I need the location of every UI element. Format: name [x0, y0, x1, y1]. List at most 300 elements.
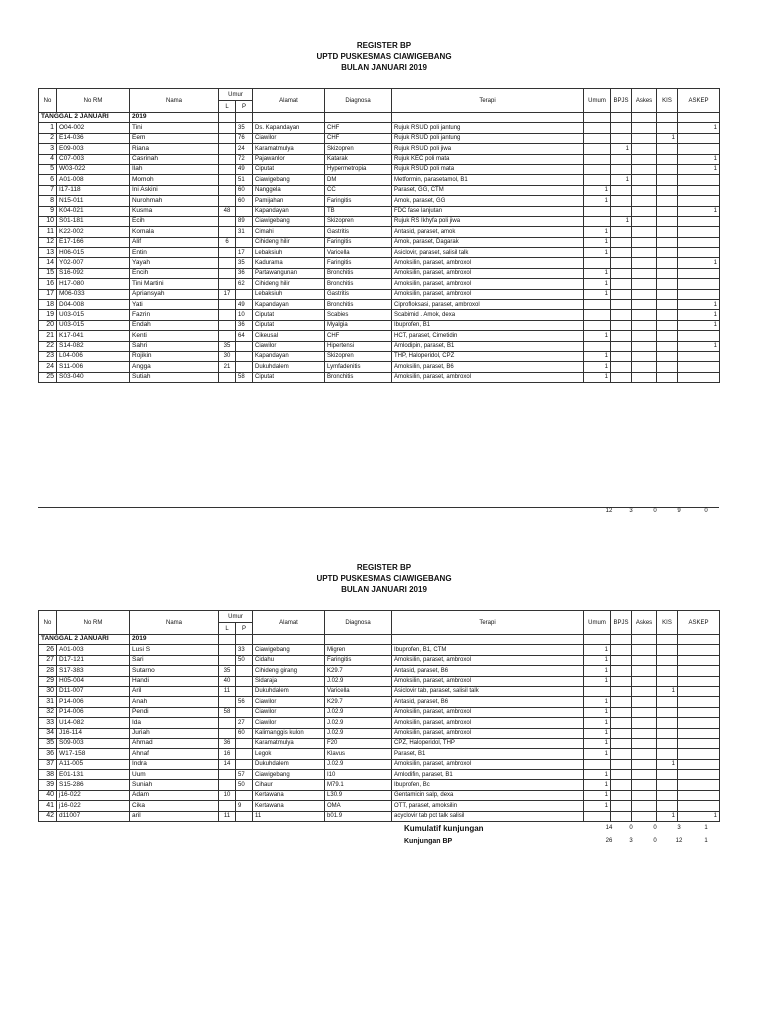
cell-alamat: Ciawilor	[253, 697, 325, 707]
cell-no-rm: S11-006	[57, 362, 130, 372]
cell-umum: 1	[584, 780, 611, 790]
cell-askes	[632, 216, 657, 226]
cell-diagnosa: Klavus	[325, 749, 392, 759]
col-no-rm: No RM	[57, 89, 130, 113]
cell-bpjs	[611, 728, 632, 738]
cell-kis: 1	[657, 686, 678, 696]
cell-bpjs: 1	[611, 216, 632, 226]
cell-no-rm: L04-006	[57, 351, 130, 361]
cell-diagnosa: Faringitis	[325, 196, 392, 206]
cell-umur-l	[219, 164, 236, 174]
cell-no-rm: M06-033	[57, 289, 130, 299]
cell-no-rm: S03-040	[57, 372, 130, 382]
cell-nama: Adam	[130, 790, 219, 800]
cell-no: 35	[39, 738, 57, 748]
cell-umum: 1	[584, 196, 611, 206]
cell-alamat: Kapandayan	[253, 351, 325, 361]
total-askep: 0	[704, 508, 708, 514]
cell-no-rm: K17-041	[57, 331, 130, 341]
kumulatif-umum: 14	[605, 825, 613, 831]
cell-terapi: Rujuk RSUD poli jantung	[392, 123, 584, 133]
cell-diagnosa: Skizopren	[325, 216, 392, 226]
cell-askes	[632, 801, 657, 811]
cell-askep	[678, 676, 720, 686]
cell-alamat: Legok	[253, 749, 325, 759]
cell-terapi: acyclovir tab pct talk salisil	[392, 811, 584, 821]
cell-umum	[584, 686, 611, 696]
cell-kis	[657, 144, 678, 154]
cell-kis	[657, 320, 678, 330]
cell-no: 7	[39, 185, 57, 195]
cell-no: 42	[39, 811, 57, 821]
cell-askep	[678, 718, 720, 728]
cell-no-rm: S14-082	[57, 341, 130, 351]
cell-diagnosa: DM	[325, 175, 392, 185]
table-row	[39, 372, 720, 382]
cell-alamat: Ciputat	[253, 320, 325, 330]
table-row	[39, 320, 720, 330]
cell-umum: 1	[584, 790, 611, 800]
cell-askes	[632, 310, 657, 320]
cell-umur-p: 49	[236, 164, 253, 174]
cell-nama: Anah	[130, 697, 219, 707]
cell-kis	[657, 655, 678, 665]
cell-alamat: Cihideng hilir	[253, 237, 325, 247]
cell-terapi: Rujuk RS Ikhyfa poli jiwa	[392, 216, 584, 226]
cell-bpjs	[611, 310, 632, 320]
total-kis: 9	[677, 508, 681, 514]
cell-askep	[678, 289, 720, 299]
cell-kis	[657, 196, 678, 206]
cell-terapi: Amoksilin, paraset, ambroxol	[392, 258, 584, 268]
col-umur: Umur	[219, 611, 253, 623]
register-table-1	[38, 88, 720, 383]
cell-askep	[678, 216, 720, 226]
cell-diagnosa: J.02.9	[325, 718, 392, 728]
cell-askep: 1	[678, 341, 720, 351]
date-section-row	[39, 113, 720, 123]
cell-umur-l: 58	[219, 707, 236, 717]
cell-alamat: Ciawigebang	[253, 645, 325, 655]
cell-askep	[678, 759, 720, 769]
col-askep: ASKEP	[678, 611, 720, 635]
cell-nama: Aril	[130, 686, 219, 696]
table-row	[39, 227, 720, 237]
cell-bpjs	[611, 686, 632, 696]
cell-diagnosa: L30.9	[325, 790, 392, 800]
cell-no: 18	[39, 300, 57, 310]
cell-kis	[657, 227, 678, 237]
table-row	[39, 258, 720, 268]
cell-no-rm: E17-166	[57, 237, 130, 247]
cell-kis	[657, 268, 678, 278]
cell-nama: Suniah	[130, 780, 219, 790]
cell-terapi: FDC fase lanjutan	[392, 206, 584, 216]
kumulatif-row	[0, 825, 768, 835]
cell-bpjs	[611, 248, 632, 258]
cell-no-rm: W17-158	[57, 749, 130, 759]
cell-no: 11	[39, 227, 57, 237]
table-row	[39, 801, 720, 811]
cell-umur-p: 58	[236, 372, 253, 382]
table-row	[39, 175, 720, 185]
cell-kis	[657, 645, 678, 655]
cell-askep	[678, 738, 720, 748]
cell-alamat: Ciawigebang	[253, 175, 325, 185]
cell-diagnosa: Myalgia	[325, 320, 392, 330]
table-row	[39, 164, 720, 174]
cell-umum	[584, 310, 611, 320]
cell-terapi: Amoksilin, paraset, ambroxol	[392, 279, 584, 289]
cell-nama: Entin	[130, 248, 219, 258]
cell-kis: 1	[657, 133, 678, 143]
cell-askep	[678, 248, 720, 258]
cell-bpjs	[611, 164, 632, 174]
cell-terapi: Ibuprofen, B1	[392, 320, 584, 330]
cell-alamat: Ciawilor	[253, 707, 325, 717]
cell-bpjs	[611, 749, 632, 759]
cell-terapi: Amoksilin, paraset, B6	[392, 362, 584, 372]
cell-alamat: Karamatmulya	[253, 144, 325, 154]
cell-no: 38	[39, 770, 57, 780]
cell-no-rm: P14-006	[57, 707, 130, 717]
cell-umur-l	[219, 185, 236, 195]
cell-no-rm: K22-002	[57, 227, 130, 237]
cell-terapi: Amoksilin, paraset, ambroxol	[392, 759, 584, 769]
cell-umur-l: 6	[219, 237, 236, 247]
cell-bpjs: 1	[611, 175, 632, 185]
cell-umur-l	[219, 372, 236, 382]
cell-umur-l: 35	[219, 341, 236, 351]
cell-umum: 1	[584, 331, 611, 341]
cell-umum: 1	[584, 645, 611, 655]
col-terapi: Terapi	[392, 89, 584, 113]
cell-terapi: Amoksilin, paraset, ambroxol	[392, 676, 584, 686]
cell-umur-l	[219, 310, 236, 320]
cell-diagnosa: J.02.9	[325, 707, 392, 717]
cell-askep	[678, 686, 720, 696]
cell-umur-l	[219, 133, 236, 143]
cell-kis	[657, 676, 678, 686]
table-row	[39, 144, 720, 154]
table-row	[39, 362, 720, 372]
register-table-2	[38, 610, 720, 822]
cell-umum: 1	[584, 749, 611, 759]
cell-askes	[632, 164, 657, 174]
cell-no: 23	[39, 351, 57, 361]
cell-kis	[657, 331, 678, 341]
col-alamat: Alamat	[253, 611, 325, 635]
cell-umur-l	[219, 645, 236, 655]
cell-bpjs	[611, 811, 632, 821]
cell-diagnosa: Faringitis	[325, 237, 392, 247]
cell-no-rm: S09-003	[57, 738, 130, 748]
cell-umur-p	[236, 351, 253, 361]
table-row	[39, 206, 720, 216]
cell-alamat: Nanggela	[253, 185, 325, 195]
cell-no-rm: j16-022	[57, 790, 130, 800]
cell-askes	[632, 362, 657, 372]
cell-umur-l	[219, 248, 236, 258]
cell-umum: 1	[584, 718, 611, 728]
cell-bpjs	[611, 351, 632, 361]
cell-umur-l	[219, 718, 236, 728]
cell-terapi: Amlodifin, paraset, B1	[392, 770, 584, 780]
cell-umur-l: 16	[219, 749, 236, 759]
cell-askes	[632, 676, 657, 686]
cell-askes	[632, 811, 657, 821]
cell-diagnosa: CHF	[325, 331, 392, 341]
cell-no-rm: j16-022	[57, 801, 130, 811]
cell-umur-p: 33	[236, 645, 253, 655]
cell-terapi: Amoksilin, paraset, ambroxol	[392, 718, 584, 728]
cell-nama: Sutarno	[130, 666, 219, 676]
cell-alamat: Ciawigebang	[253, 216, 325, 226]
cell-terapi: Gentamicin salp, dexa	[392, 790, 584, 800]
cell-umur-l: 10	[219, 790, 236, 800]
cell-askes	[632, 289, 657, 299]
cell-terapi: Asiclovir, paraset, salisil talk	[392, 248, 584, 258]
cell-no-rm: S01-181	[57, 216, 130, 226]
table-row	[39, 728, 720, 738]
cell-umur-p	[236, 237, 253, 247]
cell-alamat: Karamatmulya	[253, 738, 325, 748]
kunjungan-bpjs: 3	[629, 838, 633, 844]
cell-askes	[632, 258, 657, 268]
cell-askep: 1	[678, 206, 720, 216]
header-institution: UPTD PUSKESMAS CIAWIGEBANG	[316, 574, 452, 583]
cell-bpjs	[611, 258, 632, 268]
cell-umum	[584, 144, 611, 154]
col-askes: Askes	[632, 611, 657, 635]
col-diagnosa: Diagnosa	[325, 89, 392, 113]
cell-askes	[632, 227, 657, 237]
cell-askes	[632, 645, 657, 655]
cell-nama: Momoh	[130, 175, 219, 185]
col-bpjs: BPJS	[611, 611, 632, 635]
cell-terapi: Antasid, paraset, B6	[392, 697, 584, 707]
cell-alamat: Kapandayan	[253, 300, 325, 310]
cell-alamat: Kertawana	[253, 801, 325, 811]
cell-bpjs	[611, 372, 632, 382]
cell-kis	[657, 666, 678, 676]
cell-umum: 1	[584, 655, 611, 665]
cell-askep	[678, 780, 720, 790]
cell-askep	[678, 196, 720, 206]
cell-no-rm: H17-080	[57, 279, 130, 289]
cell-kis: 1	[657, 811, 678, 821]
cell-bpjs	[611, 123, 632, 133]
cell-umur-p	[236, 790, 253, 800]
cell-diagnosa: F20	[325, 738, 392, 748]
cell-no: 41	[39, 801, 57, 811]
table-row	[39, 289, 720, 299]
cell-askep	[678, 268, 720, 278]
kumulatif-bpjs: 0	[629, 825, 633, 831]
cell-diagnosa: Gastritis	[325, 289, 392, 299]
cell-askes	[632, 780, 657, 790]
cell-kis	[657, 279, 678, 289]
table-row	[39, 811, 720, 821]
cell-diagnosa: CHF	[325, 123, 392, 133]
cell-alamat: Pamijahan	[253, 196, 325, 206]
cell-bpjs	[611, 320, 632, 330]
cell-nama: Ahmad	[130, 738, 219, 748]
table-row	[39, 686, 720, 696]
cell-umur-p: 60	[236, 196, 253, 206]
cell-no-rm: U03-015	[57, 310, 130, 320]
cell-diagnosa: J.02.9	[325, 728, 392, 738]
cell-umum	[584, 300, 611, 310]
cell-alamat: Ciawilor	[253, 133, 325, 143]
cell-umur-p	[236, 362, 253, 372]
cell-nama: aril	[130, 811, 219, 821]
cell-diagnosa: Scabies	[325, 310, 392, 320]
cell-terapi: Amlodipin, paraset, B1	[392, 341, 584, 351]
cell-no-rm: E01-131	[57, 770, 130, 780]
cell-umur-l	[219, 728, 236, 738]
cell-nama: Casrinah	[130, 154, 219, 164]
cell-no-rm: C07-003	[57, 154, 130, 164]
cell-nama: Tini Martini	[130, 279, 219, 289]
cell-alamat: Ciputat	[253, 372, 325, 382]
cell-no: 34	[39, 728, 57, 738]
cell-no: 9	[39, 206, 57, 216]
cell-alamat: Ds. Kapandayan	[253, 123, 325, 133]
cell-askep	[678, 331, 720, 341]
cell-alamat: Ciawigebang	[253, 770, 325, 780]
cell-umur-p: 60	[236, 728, 253, 738]
cell-askes	[632, 686, 657, 696]
cell-kis	[657, 300, 678, 310]
cell-diagnosa: Skizopren	[325, 351, 392, 361]
cell-alamat: Ciputat	[253, 310, 325, 320]
cell-askep	[678, 372, 720, 382]
cell-nama: Cika	[130, 801, 219, 811]
cell-terapi: OTT, paraset, amoksilin	[392, 801, 584, 811]
cell-umum: 1	[584, 237, 611, 247]
cell-umur-l: 11	[219, 686, 236, 696]
cell-no: 12	[39, 237, 57, 247]
cell-alamat: Kalimanggis kulon	[253, 728, 325, 738]
col-nama: Nama	[130, 611, 219, 635]
date-section-row	[39, 635, 720, 645]
cell-no: 1	[39, 123, 57, 133]
cell-askep: 1	[678, 320, 720, 330]
cell-no: 6	[39, 175, 57, 185]
cell-bpjs	[611, 780, 632, 790]
cell-diagnosa: Bronchitis	[325, 300, 392, 310]
cell-askep: 1	[678, 164, 720, 174]
cell-askes	[632, 185, 657, 195]
cell-umur-l	[219, 154, 236, 164]
cell-kis	[657, 718, 678, 728]
cell-kis: 1	[657, 759, 678, 769]
cell-no: 13	[39, 248, 57, 258]
cell-no: 29	[39, 676, 57, 686]
cell-nama: Sari	[130, 655, 219, 665]
cell-umur-l: 21	[219, 362, 236, 372]
cell-askes	[632, 206, 657, 216]
cell-alamat: Kapandayan	[253, 206, 325, 216]
cell-askep	[678, 185, 720, 195]
cell-kis	[657, 310, 678, 320]
cell-nama: Rojikin	[130, 351, 219, 361]
cell-umum	[584, 123, 611, 133]
cell-terapi: Rujuk RSUD poli jiwa	[392, 144, 584, 154]
table-row	[39, 655, 720, 665]
cell-diagnosa: Katarak	[325, 154, 392, 164]
cell-no: 32	[39, 707, 57, 717]
cell-umur-l: 35	[219, 666, 236, 676]
cell-askep	[678, 362, 720, 372]
cell-umur-l: 36	[219, 738, 236, 748]
header-period: BULAN JANUARI 2019	[341, 63, 427, 72]
cell-umur-l: 30	[219, 351, 236, 361]
cell-no-rm: P14-006	[57, 697, 130, 707]
cell-no: 21	[39, 331, 57, 341]
table-row	[39, 770, 720, 780]
cell-umum: 1	[584, 185, 611, 195]
cell-alamat: Cihideng girang	[253, 666, 325, 676]
col-askes: Askes	[632, 89, 657, 113]
cell-nama: Fazrin	[130, 310, 219, 320]
cell-no: 40	[39, 790, 57, 800]
cell-terapi: Antasid, paraset, amok	[392, 227, 584, 237]
cell-no: 3	[39, 144, 57, 154]
cell-umum: 1	[584, 248, 611, 258]
cell-no-rm: J16-114	[57, 728, 130, 738]
cell-bpjs	[611, 655, 632, 665]
cell-umum: 1	[584, 351, 611, 361]
kumulatif-kis: 3	[677, 825, 681, 831]
table-row	[39, 780, 720, 790]
cell-diagnosa: J.02.9	[325, 676, 392, 686]
cell-umum	[584, 258, 611, 268]
cell-umur-l	[219, 655, 236, 665]
cell-umum: 1	[584, 697, 611, 707]
cell-no-rm: A01-003	[57, 645, 130, 655]
cell-umum: 1	[584, 676, 611, 686]
cell-umur-p: 24	[236, 144, 253, 154]
cell-nama: Tini	[130, 123, 219, 133]
cell-no: 8	[39, 196, 57, 206]
kunjungan-bp-label: Kunjungan BP	[404, 838, 453, 845]
cell-askes	[632, 331, 657, 341]
cell-nama: Kusma	[130, 206, 219, 216]
cell-nama: Endah	[130, 320, 219, 330]
cell-kis	[657, 707, 678, 717]
cell-terapi: Ciprofloksasi, paraset, ambroxol	[392, 300, 584, 310]
cell-askep	[678, 645, 720, 655]
cell-kis	[657, 175, 678, 185]
cell-askes	[632, 372, 657, 382]
cell-alamat: Sidaraja	[253, 676, 325, 686]
cell-no: 27	[39, 655, 57, 665]
cell-no: 22	[39, 341, 57, 351]
kunjungan-umum: 26	[605, 838, 613, 844]
col-umum: Umum	[584, 89, 611, 113]
cell-no-rm: W03-022	[57, 164, 130, 174]
cell-askep	[678, 697, 720, 707]
cell-kis	[657, 728, 678, 738]
cell-terapi: Rujuk KEC poli mata	[392, 154, 584, 164]
cell-askep	[678, 801, 720, 811]
cell-askep	[678, 351, 720, 361]
cell-askes	[632, 697, 657, 707]
cell-terapi: THP, Haloperidol, CPZ	[392, 351, 584, 361]
cell-no: 24	[39, 362, 57, 372]
